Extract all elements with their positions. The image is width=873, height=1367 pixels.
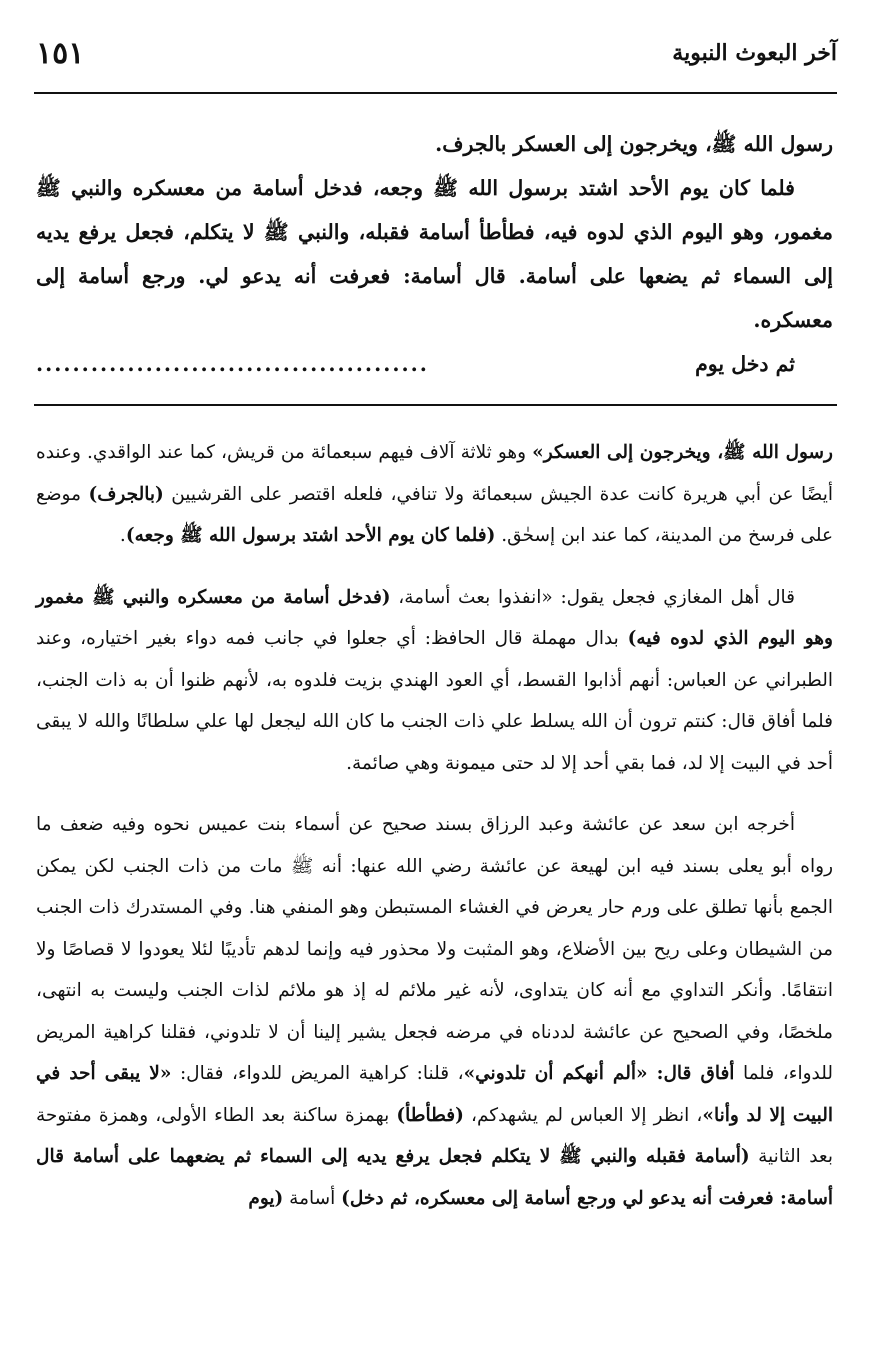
commentary: [36, 432, 833, 1219]
quoted-text: (فلما كان يوم الأحد اشتد برسول الله ﷺ وجعه): [125, 525, 496, 546]
quoted-text: «لا يبقى أحد في البيت إلا لد وأنا»: [36, 1063, 833, 1126]
commentary-paragraph-1: [36, 432, 833, 557]
main-text-paragraph-3: ثم دخل يوم: [695, 352, 795, 376]
commentary-text: بهمزة ساكنة بعد الطاء الأولى، وهمزة مفتوحة بعد الثانية: [36, 1104, 834, 1167]
quoted-text: (فطأطأ): [396, 1104, 464, 1126]
header-divider: [34, 92, 837, 94]
quoted-text: (يوم: [248, 1187, 284, 1209]
commentary-text: قال أهل المغازي فجعل يقول: «انفذوا بعث أسامة،: [390, 586, 795, 608]
quoted-text: أفاق قال: «ألم أنهكم أن تلدوني»: [463, 1063, 735, 1084]
running-title: آخر البعوث النبوية: [672, 40, 837, 66]
commentary-text: ، انظر إلا العباس لم يشهدكم،: [463, 1104, 703, 1126]
commentary-text: موضع على فرسخ من المدينة، كما عند ابن إسحٰق.: [36, 483, 833, 546]
quoted-text: رسول الله ﷺ، ويخرجون إلى العسكر»: [532, 442, 833, 463]
quoted-text: (أسامة فقبله والنبي ﷺ لا يتكلم فجعل يرفع يديه إلى السماء ثم يضعهما على أسامة قال أسامة: فعرفت أنه يدعو لي ورجع أسامة إلى معسكره، ثم دخل): [36, 1146, 833, 1209]
quoted-text: (فدخل أسامة من معسكره والنبي ﷺ مغمور وهو اليوم الذي لدوه فيه): [36, 586, 833, 649]
main-text: [36, 122, 833, 386]
quoted-text: (بالجرف): [88, 483, 164, 505]
commentary-text: أخرجه ابن سعد عن عائشة وعبد الرزاق بسند صحيح عن أسماء بنت عميس نحوه وفيه ضعف ما رواه أبو يعلى بسند فيه ابن لهيعة عن عائشة رضي الله عنها: أنه ﷺ مات من ذات الجنب لكن يمكن الجمع بأنها تطلق على ورم حار يعرض في الغشاء المستبطن وهو المنفي هنا. وفي المستدرك ذات الجنب من الشيطان وعلى ريح بين الأضلاع، وهو المثبت ولا محذور فيه وإنما لدهم تأديبًا لئلا يعودوا لا قصاصًا ولا انتقامًا. وأنكر التداوي مع أنه كان يتداوى، لأنه غير ملائم له إذ هو ملائم لذات الجنب وليست به انتهى، ملخصًا، وفي الصحيح عن عائشة لددناه في مرضه فجعل يشير إلينا أن لا تلدوني، فقلنا كراهية المريض للدواء، فلما: [36, 814, 834, 1084]
commentary-text: ، قلنا: كراهية المريض للدواء، فقال:: [171, 1063, 464, 1084]
main-text-paragraph-2: فلما كان يوم الأحد اشتد برسول الله ﷺ وجعه، فدخل أسامة من معسكره والنبي ﷺ مغمور، وهو اليوم الذي لدوه فيه، فطأطأ أسامة فقبله، والنبي ﷺ لا يتكلم، فجعل يرفع يديه إلى السماء ثم يضعها على أسامة. قال أسامة: فعرفت أنه يدعو لي. ورجع أسامة إلى معسكره.: [36, 176, 833, 332]
page-number: ١٥١: [36, 36, 85, 71]
main-text-continuation: [36, 342, 795, 386]
commentary-text: .: [119, 525, 126, 546]
commentary-text: وهو ثلاثة آلاف فيهم سبعمائة من قريش، كما عند الواقدي. وعنده أيضًا عن أبي هريرة كانت عدة الجيش سبعمائة ولا تنافي، فلعله اقتصر على القرشيين: [36, 442, 833, 505]
commentary-divider: [34, 404, 837, 406]
page-header: [36, 34, 837, 82]
commentary-text: أسامة: [283, 1187, 342, 1209]
commentary-paragraph-2: [36, 577, 833, 785]
ellipsis-dots: ...........................................: [36, 352, 429, 376]
commentary-paragraph-3: [36, 804, 833, 1219]
commentary-text: بدال مهملة قال الحافظ: أي جعلوا في جانب فمه دواء بغير اختياره، وعند الطبراني عن العباس: أنهم أذابوا القسط، أي العود الهندي بزيت فلدوه به، لأنهم ظنوا أن به ذات الجنب، فلما أفاق قال: كنتم ترون أن الله يسلط علي ذات الجنب ما كان الله ليجعل لها علي سلطانًا والله لا يبقى أحد في البيت إلا لد، فما بقي أحد إلا لد حتى ميمونة وهي صائمة.: [36, 628, 833, 774]
main-text-paragraph-1: رسول الله ﷺ، ويخرجون إلى العسكر بالجرف.: [435, 132, 833, 156]
